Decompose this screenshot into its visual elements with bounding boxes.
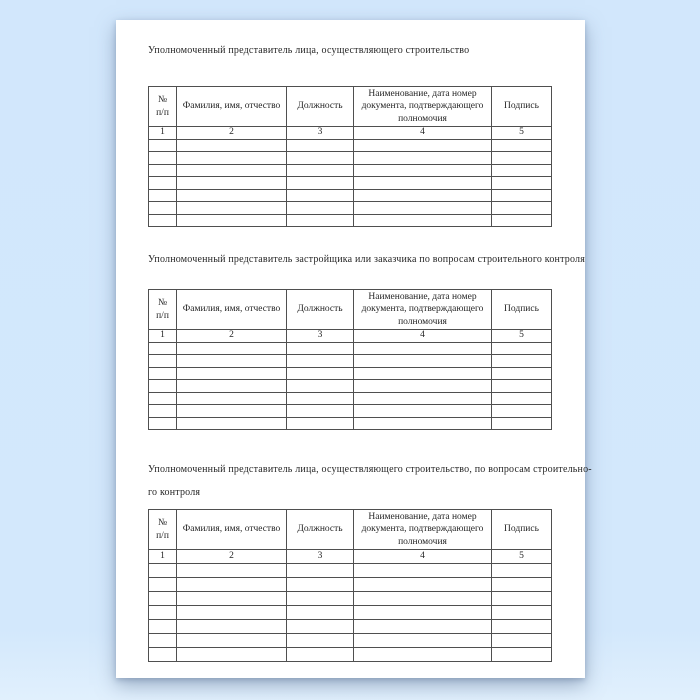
column-header-4: Наименование, дата номер документа, подтверждающего полномочия	[354, 87, 492, 127]
empty-row	[149, 417, 552, 430]
empty-row	[149, 392, 552, 405]
empty-cell	[287, 392, 354, 405]
empty-cell	[354, 189, 492, 202]
empty-cell	[177, 139, 287, 152]
empty-row	[149, 405, 552, 418]
empty-cell	[177, 564, 287, 578]
section-title-line: го контроля	[148, 487, 201, 499]
empty-cell	[149, 380, 177, 393]
empty-cell	[354, 139, 492, 152]
empty-row	[149, 592, 552, 606]
empty-cell	[354, 606, 492, 620]
empty-cell	[177, 578, 287, 592]
empty-cell	[492, 367, 552, 380]
empty-cell	[354, 177, 492, 190]
empty-cell	[492, 342, 552, 355]
empty-cell	[287, 620, 354, 634]
section-title	[148, 44, 554, 58]
empty-cell	[177, 342, 287, 355]
empty-row	[149, 564, 552, 578]
empty-row	[149, 164, 552, 177]
empty-cell	[287, 380, 354, 393]
empty-cell	[492, 189, 552, 202]
empty-cell	[354, 380, 492, 393]
section-title-line: Уполномоченный представитель лица, осуществляющего строительство, по вопросам строительно-	[148, 464, 592, 476]
section-title	[148, 458, 592, 504]
empty-cell	[354, 342, 492, 355]
representatives-table-3	[148, 509, 552, 662]
empty-cell	[287, 405, 354, 418]
empty-cell	[492, 592, 552, 606]
empty-cell	[287, 606, 354, 620]
empty-cell	[354, 634, 492, 648]
empty-row	[149, 620, 552, 634]
empty-row	[149, 139, 552, 152]
empty-cell	[149, 342, 177, 355]
header-row	[149, 290, 552, 330]
empty-cell	[177, 214, 287, 227]
empty-cell	[149, 367, 177, 380]
empty-cell	[149, 405, 177, 418]
empty-row	[149, 367, 552, 380]
empty-cell	[354, 367, 492, 380]
column-number-cell: 5	[492, 550, 552, 564]
empty-cell	[149, 177, 177, 190]
empty-cell	[177, 189, 287, 202]
empty-cell	[177, 164, 287, 177]
empty-cell	[492, 380, 552, 393]
column-number-cell: 2	[177, 127, 287, 140]
column-number-cell: 5	[492, 330, 552, 343]
empty-cell	[287, 342, 354, 355]
empty-cell	[354, 164, 492, 177]
empty-row	[149, 202, 552, 215]
empty-row	[149, 380, 552, 393]
empty-cell	[177, 392, 287, 405]
empty-cell	[492, 164, 552, 177]
section-title	[148, 253, 586, 267]
column-header-5: Подпись	[492, 87, 552, 127]
empty-cell	[287, 367, 354, 380]
empty-cell	[354, 417, 492, 430]
empty-cell	[492, 355, 552, 368]
empty-cell	[492, 564, 552, 578]
empty-cell	[287, 417, 354, 430]
empty-cell	[149, 417, 177, 430]
column-number-cell: 4	[354, 330, 492, 343]
representatives-table-1	[148, 86, 552, 227]
empty-cell	[354, 202, 492, 215]
empty-cell	[492, 214, 552, 227]
empty-cell	[354, 648, 492, 662]
header-row	[149, 510, 552, 550]
column-header-4: Наименование, дата номер документа, подтверждающего полномочия	[354, 290, 492, 330]
column-number-cell: 2	[177, 330, 287, 343]
empty-cell	[354, 392, 492, 405]
column-header-5: Подпись	[492, 510, 552, 550]
column-header-3: Должность	[287, 87, 354, 127]
section-builder-representative	[148, 44, 554, 227]
empty-cell	[177, 355, 287, 368]
empty-cell	[492, 578, 552, 592]
empty-cell	[287, 592, 354, 606]
empty-cell	[492, 152, 552, 165]
column-header-2: Фамилия, имя, отчество	[177, 510, 287, 550]
document-page	[116, 20, 592, 678]
column-number-cell: 1	[149, 330, 177, 343]
empty-cell	[354, 592, 492, 606]
section-title-line: Уполномоченный представитель лица, осуществляющего строительство	[148, 45, 470, 56]
empty-cell	[177, 367, 287, 380]
empty-cell	[287, 189, 354, 202]
empty-cell	[492, 634, 552, 648]
column-number-cell: 1	[149, 550, 177, 564]
column-header-2: Фамилия, имя, отчество	[177, 87, 287, 127]
empty-cell	[354, 152, 492, 165]
section-title-line: Уполномоченный представитель застройщика или заказчика по вопросам строительного контроля	[148, 254, 586, 266]
empty-cell	[492, 405, 552, 418]
section-developer-representative	[148, 253, 586, 430]
page-content	[116, 20, 592, 662]
empty-cell	[177, 202, 287, 215]
section-builder-control-representative	[148, 458, 592, 662]
empty-cell	[177, 405, 287, 418]
empty-cell	[149, 606, 177, 620]
empty-cell	[149, 189, 177, 202]
column-header-1: № п/п	[149, 290, 177, 330]
empty-row	[149, 189, 552, 202]
empty-cell	[149, 564, 177, 578]
column-number-cell: 3	[287, 550, 354, 564]
empty-cell	[287, 578, 354, 592]
empty-cell	[177, 620, 287, 634]
empty-cell	[287, 202, 354, 215]
empty-cell	[149, 202, 177, 215]
empty-cell	[149, 620, 177, 634]
empty-cell	[492, 202, 552, 215]
representatives-table-2	[148, 289, 552, 430]
empty-cell	[287, 164, 354, 177]
empty-cell	[177, 177, 287, 190]
empty-cell	[492, 139, 552, 152]
column-number-cell: 3	[287, 127, 354, 140]
empty-cell	[149, 392, 177, 405]
empty-cell	[177, 648, 287, 662]
empty-cell	[354, 355, 492, 368]
empty-cell	[149, 152, 177, 165]
column-number-cell: 5	[492, 127, 552, 140]
empty-row	[149, 152, 552, 165]
empty-row	[149, 606, 552, 620]
empty-row	[149, 648, 552, 662]
empty-cell	[354, 405, 492, 418]
empty-cell	[149, 592, 177, 606]
empty-cell	[354, 620, 492, 634]
empty-cell	[492, 392, 552, 405]
empty-cell	[177, 634, 287, 648]
empty-cell	[492, 417, 552, 430]
empty-cell	[149, 355, 177, 368]
column-header-1: № п/п	[149, 510, 177, 550]
column-number-cell: 4	[354, 550, 492, 564]
column-number-cell: 1	[149, 127, 177, 140]
empty-cell	[287, 177, 354, 190]
empty-row	[149, 214, 552, 227]
empty-row	[149, 177, 552, 190]
empty-cell	[149, 648, 177, 662]
column-header-1: № п/п	[149, 87, 177, 127]
empty-cell	[177, 152, 287, 165]
column-header-3: Должность	[287, 510, 354, 550]
column-header-2: Фамилия, имя, отчество	[177, 290, 287, 330]
empty-cell	[177, 592, 287, 606]
column-number-cell: 2	[177, 550, 287, 564]
header-row	[149, 87, 552, 127]
empty-cell	[149, 578, 177, 592]
empty-cell	[149, 634, 177, 648]
column-number-cell: 3	[287, 330, 354, 343]
empty-cell	[287, 648, 354, 662]
column-number-row	[149, 330, 552, 343]
empty-cell	[177, 417, 287, 430]
empty-cell	[177, 380, 287, 393]
empty-row	[149, 342, 552, 355]
empty-cell	[287, 355, 354, 368]
empty-cell	[492, 648, 552, 662]
column-number-row	[149, 550, 552, 564]
empty-cell	[492, 606, 552, 620]
empty-cell	[287, 139, 354, 152]
empty-cell	[287, 214, 354, 227]
empty-cell	[149, 139, 177, 152]
empty-cell	[287, 152, 354, 165]
empty-cell	[287, 634, 354, 648]
empty-cell	[177, 606, 287, 620]
empty-cell	[149, 214, 177, 227]
empty-row	[149, 578, 552, 592]
column-number-cell: 4	[354, 127, 492, 140]
empty-cell	[354, 214, 492, 227]
empty-cell	[287, 564, 354, 578]
empty-cell	[492, 177, 552, 190]
column-header-4: Наименование, дата номер документа, подтверждающего полномочия	[354, 510, 492, 550]
empty-row	[149, 634, 552, 648]
column-header-5: Подпись	[492, 290, 552, 330]
empty-cell	[354, 564, 492, 578]
column-header-3: Должность	[287, 290, 354, 330]
empty-cell	[149, 164, 177, 177]
empty-cell	[354, 578, 492, 592]
column-number-row	[149, 127, 552, 140]
empty-cell	[492, 620, 552, 634]
empty-row	[149, 355, 552, 368]
